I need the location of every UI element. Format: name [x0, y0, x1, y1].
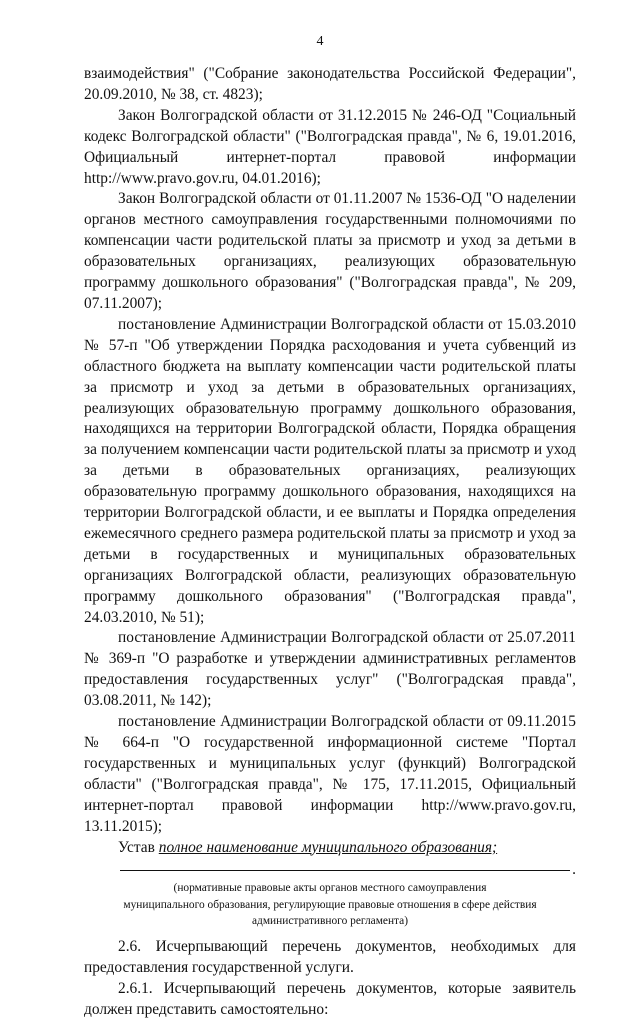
- fill-line-end: .: [572, 861, 576, 879]
- section-2-6: 2.6. Исчерпывающий перечень документов, необходимых для предоставления государственной услуги.: [84, 938, 576, 976]
- charter-prefix: Устав: [118, 838, 155, 856]
- paragraph-law-246: Закон Волгоградской области от 31.12.2015 № 246-ОД "Социальный кодекс Волгоградской области" ("Волгоградская правда", № 6, 19.01.2016, Официальный интернет-портал правовой информации http://www.pravo.gov.ru, 04.01.2016);: [84, 106, 576, 187]
- paragraph-law-1536: Закон Волгоградской области от 01.11.2007 № 1536-ОД "О наделении органов местного самоуправления государственными полномочиями по компенсации части родительской платы за присмотр и уход за детьми в образовательных организациях, реализующих образовательную программу дошкольного образования" ("Волгоградская правда", № 209, 07.11.2007);: [84, 190, 576, 312]
- underline-rule: [120, 870, 570, 871]
- caption-line-1: (нормативные правовые акты органов местного самоуправления: [173, 882, 487, 895]
- charter-placeholder: полное наименование муниципального образования;: [158, 838, 498, 856]
- paragraph-resolution-57: постановление Администрации Волгоградской области от 15.03.2010 № 57-п "Об утверждении Порядка расходования и учета субвенций из областного бюджета на выплату компенсации части родительской платы за присмотр и уход за детьми в образовательных организациях, реализующих образовательную программу дошкольного образования, находящихся на территории Волгоградской области, Порядка обращения за получением компенсации части родительской платы за присмотр и уход за детьми в образовательных организациях, реализующих образовательную программу дошкольного образования, находящихся на территории Волгоградской области, и ее выплаты и Порядка определения ежемесячного среднего размера родительской платы за присмотр и уход за детьми в государственных и муниципальных образовательных организациях Волгоградской области, реализующих образовательную программу дошкольного образования" ("Волгоградская правда", 24.03.2010, № 51);: [84, 315, 576, 626]
- document-body: [84, 64, 576, 1021]
- paragraph-charter: [84, 838, 576, 859]
- caption-line-2: муниципального образования, регулирующие правовые отношения в сфере действия: [123, 898, 537, 911]
- paragraph-resolution-664: постановление Администрации Волгоградской области от 09.11.2015 № 664-п "О государственной информационной системе "Портал государственных и муниципальных услуг (функций) Волгоградской области" ("Волгоградская правда", № 175, 17.11.2015, Официальный интернет-портал правовой информации http://www.pravo.gov.ru, 13.11.2015);: [84, 713, 576, 835]
- section-2-6-1: 2.6.1. Исчерпывающий перечень документов, которые заявитель должен представить самостоятельно:: [84, 979, 576, 1018]
- fill-in-line: [84, 860, 576, 878]
- paragraph-resolution-369: постановление Администрации Волгоградской области от 25.07.2011 № 369-п "О разработке и утверждении административных регламентов предоставления государственных услуг" ("Волгоградская правда", 03.08.2011, № 142);: [84, 629, 576, 710]
- caption-line-3: административного регламента): [251, 914, 409, 927]
- paragraph-continuation: взаимодействия" ("Собрание законодательства Российской Федерации", 20.09.2010, № 38, ст. 4823);: [84, 65, 576, 103]
- page-number: 4: [316, 34, 324, 49]
